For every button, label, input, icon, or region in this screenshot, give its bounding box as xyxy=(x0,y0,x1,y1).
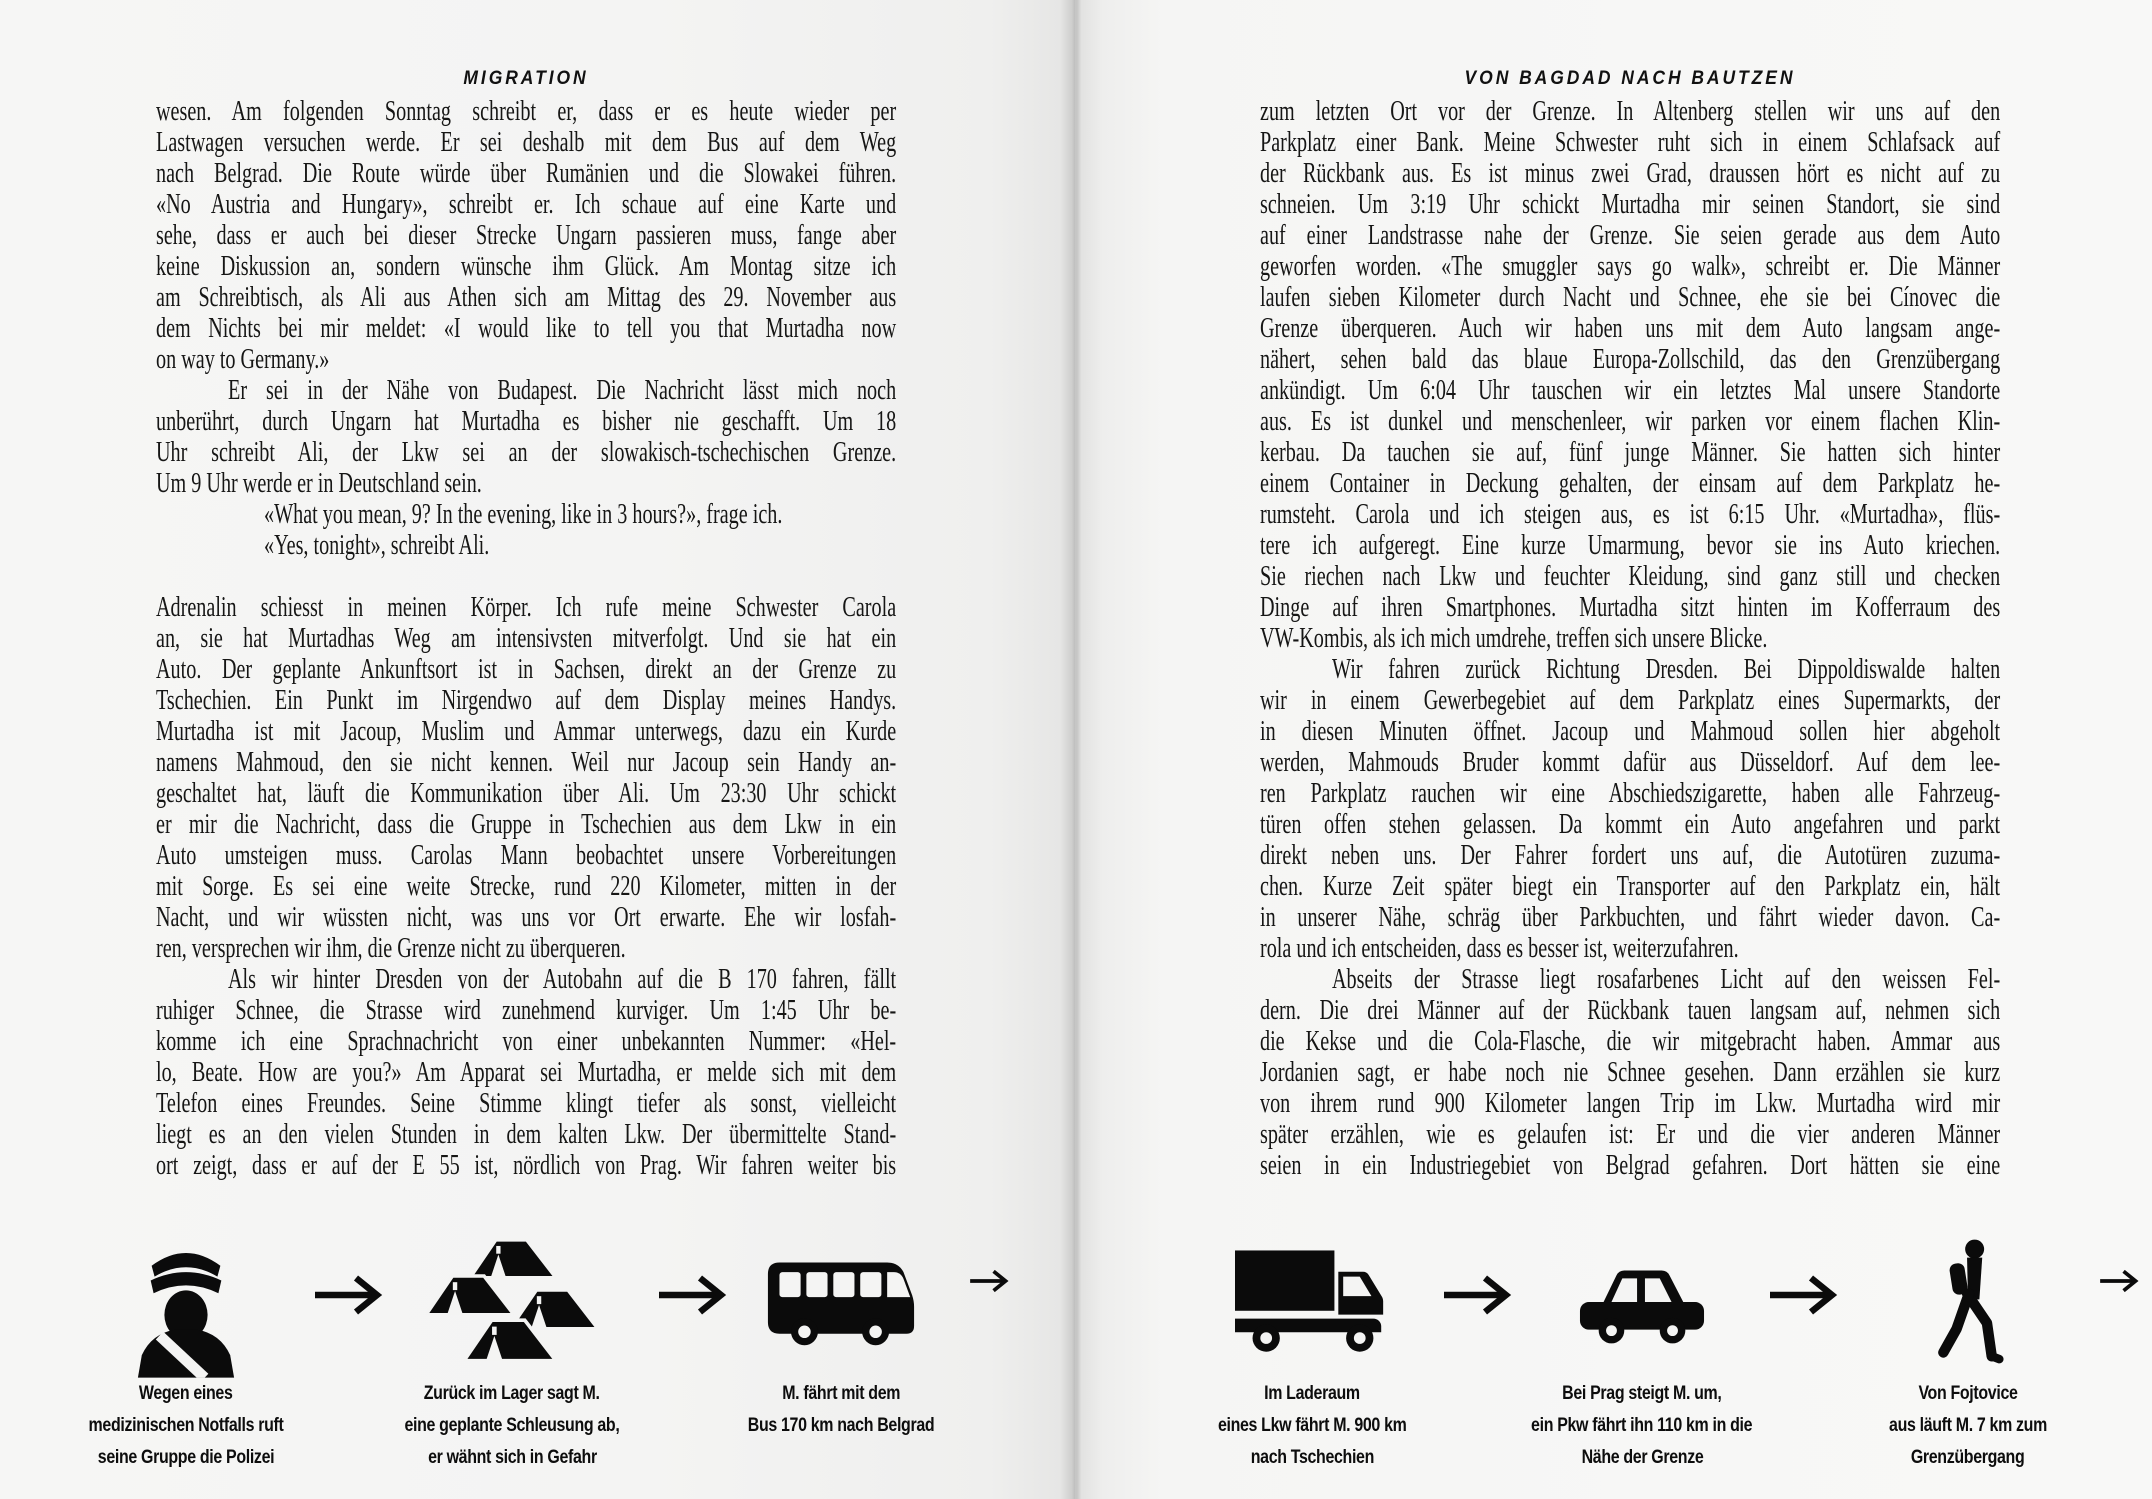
figure-bus xyxy=(681,1226,1001,1442)
text-line: Auto umsteigen muss. Carolas Mann beobachtet unsere Vorbereitungen xyxy=(156,840,897,871)
text-line: Wir fahren zurück Richtung Dresden. Bei Dippoldiswalde halten xyxy=(1332,654,2001,685)
figure-caption-line: seine Gruppe die Polizei xyxy=(97,1447,275,1468)
text-line: an, sie hat Murtadhas Weg am intensivsten mitverfolgt. Und sie hat ein xyxy=(156,623,897,654)
text-line: Parkplatz einer Bank. Meine Schwester ruht sich in einem Schlafsack auf xyxy=(1260,127,2001,158)
text-line: Telefon eines Freundes. Seine Stimme klingt tiefer als sonst, vielleicht xyxy=(156,1088,897,1119)
body-text-column-left xyxy=(156,96,896,1181)
paragraph-gap xyxy=(156,561,896,592)
text-line: direkt neben uns. Der Fahrer fordert uns auf, die Autotüren zuzuma- xyxy=(1260,840,2001,871)
figure-caption-line: nach Tschechien xyxy=(1250,1447,1374,1468)
truck-icon xyxy=(1235,1226,1389,1368)
figure-caption-line: Wegen eines xyxy=(139,1383,233,1404)
text-line: laufen sieben Kilometer durch Nacht und Schnee, ehe sie bei Cínovec die xyxy=(1260,282,2001,313)
text-line: Grenze überqueren. Auch wir haben uns mit dem Auto langsam ange- xyxy=(1260,313,2001,344)
figure-caption-line: Bei Prag steigt M. um, xyxy=(1562,1383,1722,1404)
figure-police-officer xyxy=(26,1226,346,1474)
text-line: türen offen stehen gelassen. Da kommt ein Auto angefahren und parkt xyxy=(1260,809,2001,840)
text-line: in unserer Nähe, schräg über Parkbuchten, und fährt wieder davon. Ca- xyxy=(1260,902,2001,933)
police-officer-icon xyxy=(132,1226,240,1368)
figure-caption xyxy=(1874,1378,2062,1474)
text-line: mit Sorge. Es sei eine weite Strecke, rund 220 Kilometer, mitten in der xyxy=(156,871,897,902)
text-line: ruhiger Schnee, die Strasse wird zunehmend kurviger. Um 1:45 Uhr be- xyxy=(156,995,897,1026)
text-line: VW-Kombis, als ich mich umdrehe, treffen sich unsere Blicke. xyxy=(1260,623,1768,654)
text-line: rola und ich entscheiden, dass es besser ist, weiterzufahren. xyxy=(1260,933,1739,964)
text-line: schneien. Um 3:19 Uhr schickt Murtadha mir seinen Standort, sie sind xyxy=(1260,189,2001,220)
figure-caption-line: M. fährt mit dem xyxy=(782,1383,900,1404)
text-line: seien in ein Industriegebiet von Belgrad gefahren. Dort hätten sie eine xyxy=(1260,1150,2001,1181)
running-header-left: MIGRATION xyxy=(463,68,589,89)
text-line: von ihrem rund 900 Kilometer langen Trip im Lkw. Murtadha wird mir xyxy=(1260,1088,2001,1119)
text-line: geschaltet hat, läuft die Kommunikation über Ali. Um 23:30 Uhr schickt xyxy=(156,778,897,809)
figure-walking-person xyxy=(1808,1226,2128,1474)
text-line: Tschechien. Ein Punkt im Nirgendwo auf dem Display meines Handys. xyxy=(156,685,897,716)
text-line: on way to Germany.» xyxy=(156,344,330,375)
text-line: wir in einem Gewerbegebiet auf dem Parkplatz eines Supermarkts, der xyxy=(1260,685,2001,716)
figure-caption-line: Im Laderaum xyxy=(1264,1383,1360,1404)
text-line: aus. Es ist dunkel und menschenleer, wir parken vor einem flachen Klin- xyxy=(1260,406,2001,437)
figure-caption-line: eines Lkw fährt M. 900 km xyxy=(1217,1415,1407,1436)
figure-caption xyxy=(384,1378,640,1474)
text-line: Nacht, und wir wüssten nicht, was uns vor Ort erwarte. Ehe wir losfah- xyxy=(156,902,897,933)
text-line: Um 9 Uhr werde er in Deutschland sein. xyxy=(156,468,482,499)
figure-caption-line: medizinischen Notfalls ruft xyxy=(88,1415,284,1436)
text-line: der Rückbank aus. Es ist minus zwei Grad, draussen hört es nicht auf zu xyxy=(1260,158,2001,189)
text-line: rumsteht. Carola und ich steigen aus, es ist 6:15 Uhr. «Murtadha», flüs- xyxy=(1260,499,2001,530)
text-line: chen. Kurze Zeit später biegt ein Transporter auf den Parkplatz ein, hält xyxy=(1260,871,2001,902)
figure-caption-line: ein Pkw fährt ihn 110 km in die xyxy=(1531,1415,1753,1436)
text-line: namens Mahmoud, den sie nicht kennen. Weil nur Jacoup sein Handy an- xyxy=(156,747,897,778)
text-line: Dinge auf ihren Smartphones. Murtadha sitzt hinten im Kofferraum des xyxy=(1260,592,2001,623)
text-line: «What you mean, 9? In the evening, like in 3 hours?», frage ich. xyxy=(264,499,783,530)
text-line: Uhr schreibt Ali, der Lkw sei an der slowakisch-tschechischen Grenze. xyxy=(156,437,897,468)
text-line: kerbau. Da tauchen sie auf, fünf junge Männer. Sie hatten sich hinter xyxy=(1260,437,2001,468)
walking-person-icon xyxy=(1931,1226,2005,1368)
text-line: «Yes, tonight», schreibt Ali. xyxy=(264,530,490,561)
figure-caption xyxy=(1200,1378,1424,1474)
text-line: am Schreibtisch, als Ali aus Athen sich am Mittag des 29. November aus xyxy=(156,282,897,313)
text-line: auf einer Landstrasse nahe der Grenze. Sie seien gerade aus dem Auto xyxy=(1260,220,2001,251)
text-line: ren, versprechen wir ihm, die Grenze nicht zu überqueren. xyxy=(156,933,626,964)
text-line: nähert, sehen bald das blaue Europa-Zollschild, das den Grenzübergang xyxy=(1260,344,2001,375)
text-line: Er sei in der Nähe von Budapest. Die Nachricht lässt mich noch xyxy=(228,375,897,406)
figure-caption xyxy=(730,1378,952,1442)
page-gutter xyxy=(1075,0,1077,1499)
text-line: dem Nichts bei mir meldet: «I would like to tell you that Murtadha now xyxy=(156,313,897,344)
text-line: Jordanien sagt, er habe noch nie Schnee gesehen. Dann erzählen sie kurz xyxy=(1260,1057,2001,1088)
text-line: werden, Mahmouds Bruder kommt dafür aus Düsseldorf. Auf dem lee- xyxy=(1260,747,2001,778)
figure-caption-line: er wähnt sich in Gefahr xyxy=(427,1447,597,1468)
figure-caption-line: Bus 170 km nach Belgrad xyxy=(747,1415,935,1436)
figure-caption-line: Grenzübergang xyxy=(1911,1447,2025,1468)
figure-caption-line: eine geplante Schleusung ab, xyxy=(404,1415,620,1436)
tents-camp-icon xyxy=(426,1226,598,1368)
text-line: nach Belgrad. Die Route würde über Rumänien und die Slowakei führen. xyxy=(156,158,897,189)
figure-caption xyxy=(70,1378,302,1474)
text-line: einem Container in Deckung gehalten, der einsam auf dem Parkplatz he- xyxy=(1260,468,2001,499)
figure-caption-line: Zurück im Lager sagt M. xyxy=(424,1383,600,1404)
car-icon xyxy=(1578,1226,1706,1368)
text-line: unberührt, durch Ungarn hat Murtadha es bisher nie geschafft. Um 18 xyxy=(156,406,897,437)
text-line: tere ich aufgeregt. Eine kurze Umarmung, bevor sie ins Auto kriechen. xyxy=(1260,530,2001,561)
figure-caption-line: Nähe der Grenze xyxy=(1581,1447,1703,1468)
text-line: ort zeigt, dass er auf der E 55 ist, nördlich von Prag. Wir fahren weiter bis xyxy=(156,1150,897,1181)
body-text-column-right xyxy=(1260,96,2000,1181)
figure-tents-camp xyxy=(352,1226,672,1474)
figure-caption xyxy=(1510,1378,1773,1474)
text-line: ankündigt. Um 6:04 Uhr tauschen wir ein letztes Mal unsere Standorte xyxy=(1260,375,2001,406)
text-line: sehe, dass er auch bei dieser Strecke Ungarn passieren muss, fange aber xyxy=(156,220,897,251)
text-line: dern. Die drei Männer auf der Rückbank tauen langsam auf, nehmen sich xyxy=(1260,995,2001,1026)
text-line: Abseits der Strasse liegt rosafarbenes Licht auf den weissen Fel- xyxy=(1332,964,2001,995)
text-line: er mir die Nachricht, dass die Gruppe in Tschechien aus dem Lkw in ein xyxy=(156,809,897,840)
figure-car xyxy=(1482,1226,1802,1474)
text-line: später erzählen, wie es gelaufen ist: Er und die vier anderen Männer xyxy=(1260,1119,2001,1150)
text-line: in diesen Minuten öffnet. Jacoup und Mahmoud sollen hier abgeholt xyxy=(1260,716,2001,747)
figure-caption-line: aus läuft M. 7 km zum xyxy=(1889,1415,2047,1436)
text-line: lo, Beate. How are you?» Am Apparat sei Murtadha, er melde sich mit dem xyxy=(156,1057,897,1088)
bus-icon xyxy=(766,1226,916,1368)
figure-truck xyxy=(1152,1226,1472,1474)
text-line: Sie riechen nach Lkw und feuchter Kleidung, sind ganz still und checken xyxy=(1260,561,2001,592)
text-line: geworfen worden. «The smuggler says go walk», schreibt er. Die Männer xyxy=(1260,251,2001,282)
text-line: die Kekse und die Cola-Flasche, die wir mitgebracht haben. Ammar aus xyxy=(1260,1026,2001,1057)
figure-caption-line: Von Fojtovice xyxy=(1918,1383,2018,1404)
text-line: liegt es an den vielen Stunden in dem kalten Lkw. Der übermittelte Stand- xyxy=(156,1119,897,1150)
text-line: «No Austria and Hungary», schreibt er. Ich schaue auf eine Karte und xyxy=(156,189,897,220)
text-line: Lastwagen versuchen werde. Er sei deshalb mit dem Bus auf dem Weg xyxy=(156,127,897,158)
text-line: ren Parkplatz rauchen wir eine Abschiedszigarette, haben alle Fahrzeug- xyxy=(1260,778,2001,809)
running-header-right: VON BAGDAD NACH BAUTZEN xyxy=(1464,68,1796,89)
text-line: Als wir hinter Dresden von der Autobahn auf die B 170 fahren, fällt xyxy=(228,964,897,995)
arrow-right-small-icon xyxy=(2099,1269,2139,1293)
text-line: Murtadha ist mit Jacoup, Muslim und Ammar unterwegs, dazu ein Kurde xyxy=(156,716,897,747)
arrow-right-small-icon xyxy=(969,1269,1009,1293)
text-line: Adrenalin schiesst in meinen Körper. Ich rufe meine Schwester Carola xyxy=(156,592,897,623)
text-line: Auto. Der geplante Ankunftsort ist in Sachsen, direkt an der Grenze zu xyxy=(156,654,897,685)
text-line: wesen. Am folgenden Sonntag schreibt er, dass er es heute wieder per xyxy=(156,96,897,127)
text-line: komme ich eine Sprachnachricht von einer unbekannten Nummer: «Hel- xyxy=(156,1026,897,1057)
text-line: zum letzten Ort vor der Grenze. In Altenberg stellen wir uns auf den xyxy=(1260,96,2001,127)
text-line: keine Diskussion an, sondern wünsche ihm Glück. Am Montag sitze ich xyxy=(156,251,897,282)
